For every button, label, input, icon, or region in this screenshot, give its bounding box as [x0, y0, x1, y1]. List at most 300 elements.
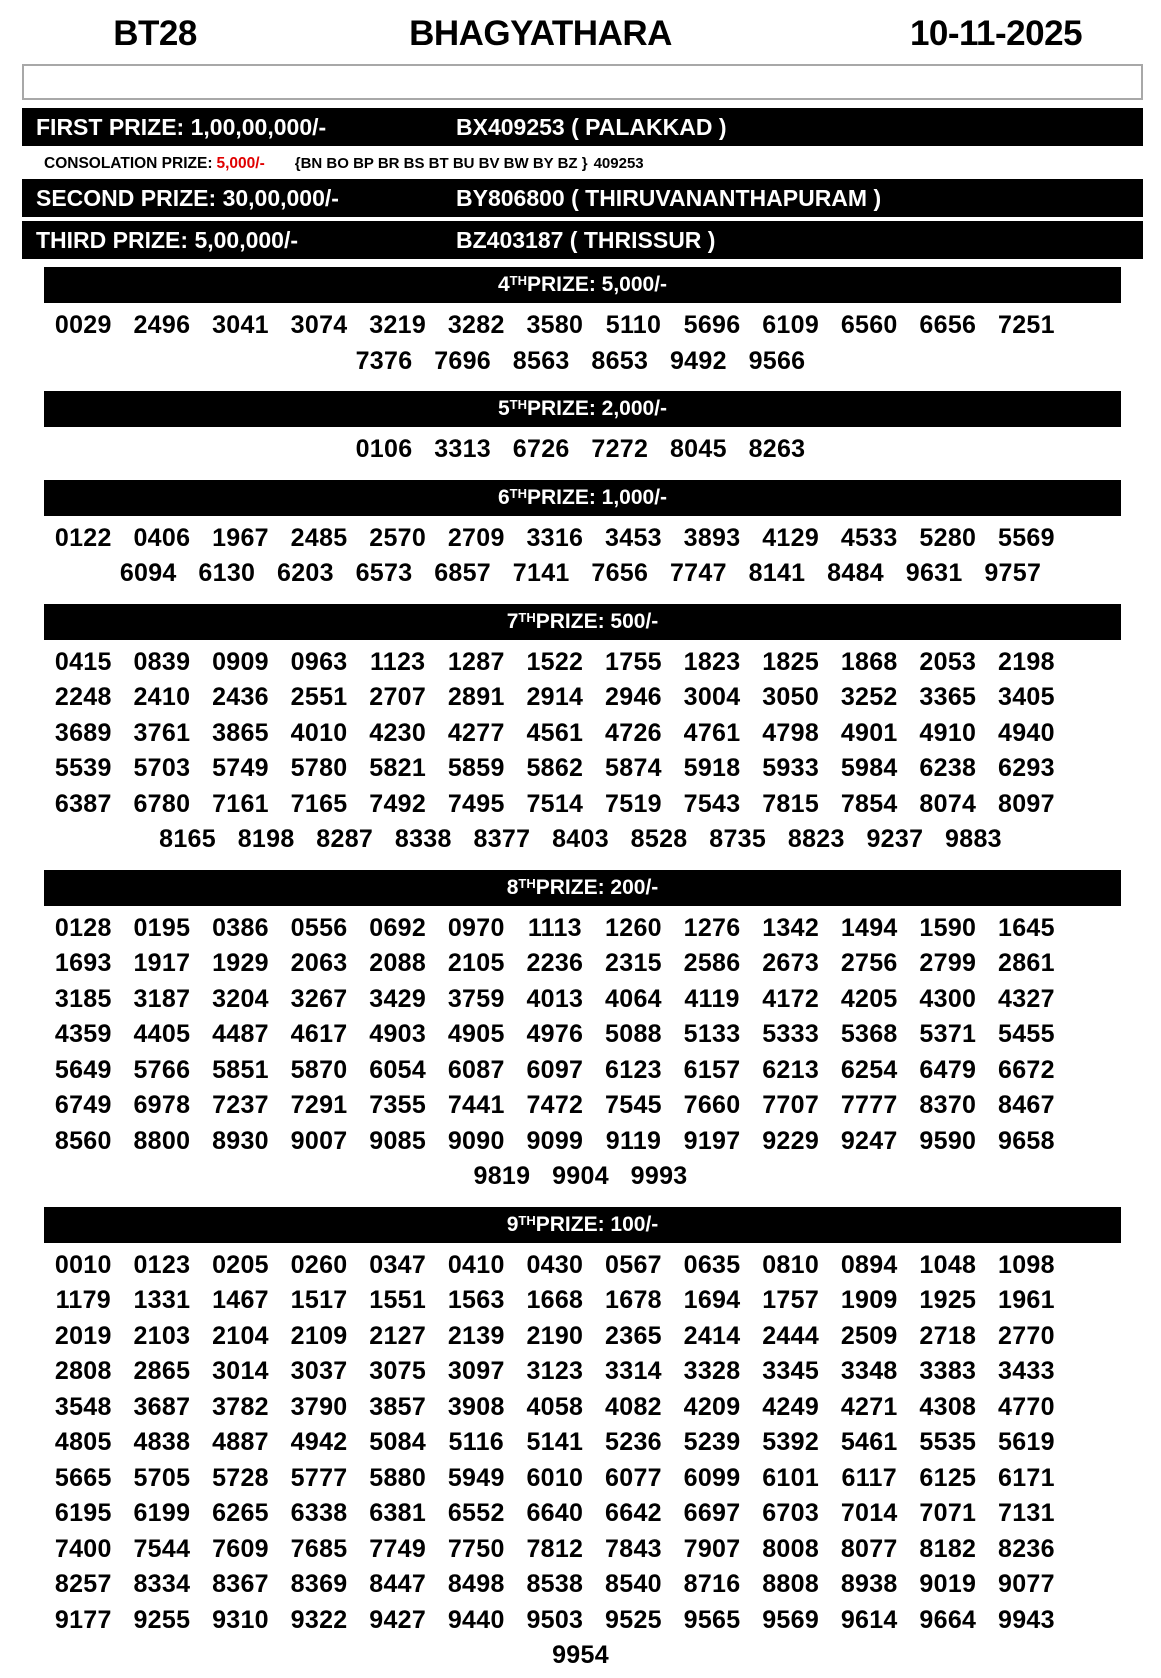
- winning-number: 1961: [998, 1286, 1055, 1314]
- winning-number: 1868: [840, 647, 898, 676]
- winning-number: 8735: [709, 825, 767, 853]
- winning-number: 1342: [762, 913, 820, 942]
- winning-number: 5766: [133, 1055, 191, 1084]
- winning-number: 3123: [526, 1357, 584, 1385]
- winning-number: 7355: [369, 1091, 427, 1119]
- prize-numbers-6: [0, 516, 1161, 596]
- winning-number: 3782: [212, 1392, 269, 1421]
- winning-number: 2496: [133, 311, 191, 339]
- winning-number: 3759: [447, 984, 505, 1013]
- winning-number: 8370: [919, 1091, 977, 1119]
- winning-number: 6726: [512, 435, 570, 463]
- winning-number: 8182: [919, 1534, 977, 1563]
- winning-number: 5133: [683, 1020, 741, 1048]
- winning-number: 3429: [369, 984, 427, 1013]
- winning-number: 5821: [369, 754, 427, 782]
- winning-number: 9904: [552, 1162, 609, 1190]
- winning-number: 6097: [526, 1055, 584, 1084]
- winning-number: 6054: [369, 1055, 427, 1084]
- winning-number: 1522: [526, 647, 584, 676]
- winning-number: 8165: [159, 825, 216, 853]
- number-row: [0, 1124, 1161, 1160]
- winning-number: 9566: [748, 346, 806, 375]
- winning-number: 3014: [212, 1357, 269, 1385]
- winning-number: 4940: [998, 718, 1055, 747]
- winning-number: 2190: [526, 1321, 584, 1350]
- winning-number: 5949: [447, 1463, 505, 1492]
- prize-ordinal: 6: [497, 485, 510, 509]
- winning-number: 6010: [526, 1463, 584, 1492]
- third-prize-label: THIRD PRIZE: 5,00,000/-: [36, 226, 299, 253]
- number-row: [0, 432, 1161, 468]
- prize-band-6: 6 TH PRIZE: 1,000/-: [44, 480, 1121, 516]
- winning-number: 8045: [669, 435, 727, 463]
- winning-number: 8141: [748, 559, 806, 587]
- winning-number: 9819: [473, 1162, 531, 1190]
- third-prize-ticket: BZ403187 ( THRISSUR ): [456, 226, 716, 253]
- winning-number: 5649: [54, 1055, 112, 1084]
- winning-number: 9757: [984, 559, 1042, 587]
- prize-numbers-7: [0, 640, 1161, 862]
- winning-number: 0406: [133, 523, 191, 552]
- number-row: [0, 1532, 1161, 1568]
- winning-number: 0260: [290, 1250, 348, 1279]
- winning-number: 3187: [133, 984, 191, 1013]
- winning-number: 8334: [133, 1570, 191, 1598]
- number-row: [0, 1461, 1161, 1497]
- winning-number: 6265: [212, 1499, 269, 1527]
- winning-number: 8403: [552, 825, 609, 853]
- winning-number: 2414: [683, 1321, 741, 1350]
- winning-number: 3345: [762, 1357, 820, 1385]
- winning-number: 6697: [683, 1499, 741, 1527]
- winning-number: 6672: [998, 1055, 1055, 1084]
- winning-number: 3316: [526, 523, 584, 552]
- winning-number: 4761: [683, 718, 741, 747]
- prize-section-8: [0, 870, 1161, 1199]
- prize-amount: PRIZE: 500/-: [535, 609, 659, 633]
- winning-number: 3314: [605, 1357, 662, 1385]
- winning-number: 8097: [998, 789, 1055, 818]
- winning-number: 2586: [683, 949, 741, 977]
- winning-number: 9565: [683, 1605, 741, 1634]
- winning-number: 5333: [762, 1020, 820, 1048]
- winning-number: 9590: [919, 1126, 977, 1155]
- winning-number: 2946: [605, 683, 662, 711]
- winning-number: 8236: [998, 1534, 1055, 1563]
- search-input[interactable]: [22, 64, 1143, 100]
- winning-number: 7495: [447, 789, 505, 818]
- winning-number: 7472: [526, 1091, 584, 1119]
- winning-number: 2436: [212, 683, 269, 711]
- winning-number: 3548: [54, 1392, 112, 1421]
- winning-number: 9569: [762, 1605, 820, 1634]
- winning-number: 1755: [605, 647, 662, 676]
- winning-number: 8538: [526, 1570, 584, 1598]
- winning-number: 1287: [447, 647, 505, 676]
- winning-number: 2063: [290, 949, 348, 977]
- winning-number: 1551: [369, 1286, 427, 1314]
- lottery-code: BT28: [113, 14, 197, 53]
- winning-number: 4327: [998, 984, 1055, 1013]
- winning-number: 8198: [237, 825, 295, 853]
- lottery-name: BHAGYATHARA: [409, 14, 672, 53]
- winning-number: 1694: [683, 1286, 741, 1314]
- number-row: [0, 982, 1161, 1018]
- winning-number: 1467: [212, 1286, 269, 1314]
- winning-number: 6387: [54, 789, 112, 818]
- number-row: [0, 308, 1161, 344]
- winning-number: 3075: [369, 1357, 427, 1385]
- winning-number: 3580: [526, 311, 584, 339]
- winning-number: 6099: [683, 1463, 741, 1492]
- winning-number: 9090: [447, 1126, 505, 1155]
- winning-number: 8823: [787, 825, 845, 853]
- winning-number: 8008: [762, 1534, 820, 1563]
- winning-number: 4064: [605, 984, 662, 1013]
- winning-number: 4249: [762, 1392, 820, 1421]
- winning-number: 2104: [212, 1321, 269, 1350]
- prize-band-7: 7 TH PRIZE: 500/-: [44, 604, 1121, 640]
- winning-number: 0970: [447, 913, 505, 942]
- winning-number: 6101: [762, 1463, 820, 1492]
- winning-number: 7161: [212, 789, 269, 818]
- winning-number: 2808: [54, 1357, 112, 1385]
- winning-number: 4058: [526, 1392, 584, 1421]
- first-prize-label: FIRST PRIZE: 1,00,00,000/-: [36, 113, 327, 140]
- winning-number: 1909: [840, 1286, 898, 1314]
- number-row: [0, 946, 1161, 982]
- winning-number: 3267: [290, 984, 348, 1013]
- prize-band-4: 4 TH PRIZE: 5,000/-: [44, 267, 1121, 303]
- winning-number: 7777: [840, 1091, 898, 1119]
- winning-number: 2444: [762, 1321, 820, 1350]
- winning-number: 2365: [605, 1321, 662, 1350]
- prize-ordinal: 5: [497, 397, 510, 420]
- prize-amount: PRIZE: 2,000/-: [526, 397, 668, 420]
- winning-number: 2109: [290, 1321, 348, 1350]
- first-prize-row: [22, 108, 1143, 146]
- winning-number: 3050: [762, 683, 820, 711]
- winning-number: 5665: [54, 1463, 112, 1492]
- prize-ordinal: 8: [506, 875, 519, 899]
- winning-number: 1331: [133, 1286, 191, 1314]
- winning-number: 4798: [762, 718, 820, 747]
- prize-numbers-8: [0, 906, 1161, 1199]
- winning-number: 5619: [998, 1428, 1055, 1456]
- winning-number: 8653: [591, 346, 649, 375]
- winning-number: 6479: [919, 1055, 977, 1084]
- winning-number: 6199: [133, 1499, 191, 1527]
- winning-number: 9631: [905, 559, 963, 587]
- prize-sections: [0, 267, 1161, 1678]
- winning-number: 2799: [919, 949, 977, 977]
- winning-number: 8263: [748, 435, 806, 463]
- winning-number: 4271: [840, 1392, 898, 1421]
- winning-number: 8369: [290, 1570, 348, 1598]
- winning-number: 4910: [919, 718, 977, 747]
- winning-number: 1925: [919, 1286, 977, 1314]
- winning-number: 9085: [369, 1126, 427, 1155]
- winning-number: 2861: [998, 949, 1055, 977]
- winning-number: 2053: [919, 647, 977, 676]
- winning-number: 9440: [447, 1605, 505, 1634]
- second-prize-label: SECOND PRIZE: 30,00,000/-: [36, 184, 339, 211]
- prize-numbers-4: [0, 303, 1161, 383]
- winning-number: 1929: [212, 949, 269, 977]
- winning-number: 0123: [133, 1250, 191, 1279]
- winning-number: 7843: [605, 1534, 662, 1563]
- winning-number: 5703: [133, 754, 191, 782]
- winning-number: 1823: [683, 647, 741, 676]
- winning-number: 5371: [919, 1020, 977, 1048]
- winning-number: 3328: [683, 1357, 741, 1385]
- number-row: [0, 1638, 1161, 1674]
- winning-number: 0410: [447, 1250, 505, 1279]
- winning-number: 8716: [683, 1570, 741, 1598]
- winning-number: 6238: [919, 754, 977, 782]
- winning-number: 1757: [762, 1286, 820, 1314]
- winning-number: 2485: [290, 523, 348, 552]
- winning-number: 6552: [447, 1499, 505, 1527]
- winning-number: 6749: [54, 1091, 112, 1119]
- winning-number: 4617: [290, 1020, 348, 1048]
- winning-number: 7272: [591, 435, 649, 463]
- winning-number: 2709: [447, 523, 505, 552]
- winning-number: 3790: [290, 1392, 348, 1421]
- winning-number: 7685: [290, 1534, 348, 1563]
- winning-number: 7854: [840, 789, 898, 818]
- prize-section-7: [0, 604, 1161, 862]
- winning-number: 0010: [54, 1250, 112, 1279]
- winning-number: 5116: [448, 1428, 504, 1456]
- winning-number: 7376: [355, 346, 413, 375]
- winning-number: 8938: [840, 1570, 898, 1598]
- winning-number: 4533: [840, 523, 898, 552]
- winning-number: 0567: [605, 1250, 662, 1279]
- winning-number: 2673: [762, 949, 820, 977]
- winning-number: 9229: [762, 1126, 820, 1155]
- number-row: [0, 1354, 1161, 1390]
- winning-number: 3857: [369, 1392, 427, 1421]
- winning-number: 2127: [369, 1321, 427, 1350]
- winning-number: 8367: [212, 1570, 269, 1598]
- winning-number: 0556: [290, 913, 348, 942]
- winning-number: 2718: [919, 1321, 977, 1350]
- winning-number: 4172: [762, 984, 820, 1013]
- winning-number: 5535: [919, 1428, 977, 1456]
- winning-number: 1668: [526, 1286, 584, 1314]
- winning-number: 2105: [447, 949, 505, 977]
- winning-number: 3074: [290, 311, 348, 339]
- number-row: [0, 1248, 1161, 1284]
- winning-number: 4129: [762, 523, 820, 552]
- winning-number: 5696: [683, 311, 741, 339]
- winning-number: 4082: [605, 1392, 662, 1421]
- winning-number: 3313: [434, 435, 492, 463]
- number-row: [0, 521, 1161, 557]
- winning-number: 0894: [840, 1250, 898, 1279]
- winning-number: 5705: [133, 1463, 191, 1492]
- winning-number: 3908: [447, 1392, 505, 1421]
- winning-number: 1123: [369, 647, 426, 676]
- winning-number: 9614: [840, 1605, 898, 1634]
- winning-number: 5084: [369, 1428, 427, 1456]
- winning-number: 0122: [54, 523, 112, 552]
- winning-number: 2410: [133, 683, 191, 711]
- winning-number: 1563: [447, 1286, 505, 1314]
- second-prize-row: [22, 179, 1143, 217]
- winning-number: 5880: [369, 1463, 427, 1492]
- number-row: [0, 1567, 1161, 1603]
- winning-number: 8287: [316, 825, 374, 853]
- winning-number: 0692: [369, 913, 427, 942]
- winning-number: 6094: [119, 559, 177, 587]
- winning-number: 7545: [605, 1091, 662, 1119]
- winning-number: 4359: [54, 1020, 112, 1048]
- winning-number: 3219: [369, 311, 427, 339]
- winning-number: 7815: [762, 789, 820, 818]
- winning-number: 2865: [133, 1357, 191, 1385]
- number-row: [0, 1319, 1161, 1355]
- winning-number: 5455: [998, 1020, 1055, 1048]
- winning-number: 4405: [133, 1020, 191, 1048]
- prize-band-9: 9 TH PRIZE: 100/-: [44, 1207, 1121, 1243]
- winning-number: 7492: [369, 789, 427, 818]
- winning-number: 4487: [212, 1020, 269, 1048]
- winning-number: 1113: [527, 913, 582, 942]
- winning-number: 8077: [840, 1534, 898, 1563]
- winning-number: 9237: [866, 825, 924, 853]
- winning-number: 6125: [919, 1463, 977, 1492]
- number-row: [0, 751, 1161, 787]
- winning-number: 1678: [605, 1286, 662, 1314]
- winning-number: 5870: [290, 1055, 348, 1084]
- winning-number: 8257: [54, 1570, 112, 1598]
- winning-number: 7747: [669, 559, 727, 587]
- winning-number: 6203: [277, 559, 334, 587]
- winning-number: 2891: [447, 683, 505, 711]
- winning-number: 2707: [369, 683, 427, 711]
- winning-number: 9197: [683, 1126, 741, 1155]
- winning-number: 6573: [355, 559, 413, 587]
- second-prize-ticket: BY806800 ( THIRUVANANTHAPURAM ): [456, 184, 882, 211]
- winning-number: 1517: [290, 1286, 348, 1314]
- winning-number: 1590: [919, 913, 977, 942]
- winning-number: 5539: [54, 754, 112, 782]
- number-row: [0, 911, 1161, 947]
- number-row: [0, 1425, 1161, 1461]
- winning-number: 5749: [212, 754, 269, 782]
- winning-number: 3687: [133, 1392, 191, 1421]
- winning-number: 7907: [683, 1534, 741, 1563]
- winning-number: 9077: [998, 1570, 1055, 1598]
- winning-number: 6780: [133, 789, 191, 818]
- winning-number: 6381: [369, 1499, 427, 1527]
- draw-date: 10-11-2025: [909, 14, 1083, 53]
- prize-numbers-5: [0, 427, 1161, 472]
- number-row: [0, 1053, 1161, 1089]
- consolation-prize-row: [0, 155, 1161, 173]
- third-prize-row: [22, 221, 1143, 259]
- winning-number: 5780: [290, 754, 348, 782]
- prize-amount: PRIZE: 200/-: [535, 875, 659, 899]
- winning-number: 9943: [998, 1605, 1055, 1634]
- winning-number: 4901: [840, 718, 898, 747]
- winning-number: 0205: [212, 1250, 269, 1279]
- winning-number: 2315: [605, 949, 662, 977]
- winning-number: 7071: [919, 1499, 977, 1527]
- winning-number: 5862: [526, 754, 584, 782]
- number-row: [0, 1017, 1161, 1053]
- winning-number: 0635: [683, 1250, 741, 1279]
- winning-number: 8560: [54, 1126, 112, 1155]
- winning-number: 4887: [212, 1428, 269, 1456]
- winning-number: 0128: [54, 913, 112, 942]
- winning-number: 5236: [605, 1428, 662, 1456]
- winning-number: 1048: [919, 1250, 977, 1279]
- winning-number: 4770: [998, 1392, 1055, 1421]
- winning-number: 7514: [526, 789, 584, 818]
- winning-number: 7707: [762, 1091, 820, 1119]
- winning-number: 3761: [133, 718, 191, 747]
- winning-number: 9247: [840, 1126, 898, 1155]
- winning-number: 1179: [55, 1286, 112, 1314]
- winning-number: 1260: [605, 913, 662, 942]
- winning-number: 7656: [591, 559, 649, 587]
- winning-number: 9177: [54, 1605, 112, 1634]
- prize-numbers-9: [0, 1243, 1161, 1678]
- prize-amount: PRIZE: 100/-: [535, 1212, 659, 1236]
- number-row: [0, 1390, 1161, 1426]
- winning-number: 8800: [133, 1126, 191, 1155]
- winning-number: 7165: [290, 789, 348, 818]
- winning-number: 3453: [605, 523, 662, 552]
- winning-number: 6130: [198, 559, 256, 587]
- winning-number: 4726: [605, 718, 662, 747]
- winning-number: 7400: [54, 1534, 112, 1563]
- winning-number: 8447: [369, 1570, 427, 1598]
- winning-number: 0963: [290, 647, 348, 676]
- winning-number: 7014: [840, 1499, 898, 1527]
- winning-number: 9993: [630, 1162, 688, 1190]
- winning-number: 4976: [526, 1020, 584, 1048]
- prize-ordinal: 7: [506, 609, 519, 633]
- winning-number: 6087: [447, 1055, 505, 1084]
- winning-number: 7544: [133, 1534, 191, 1563]
- winning-number: 2509: [840, 1321, 898, 1350]
- prize-section-9: [0, 1207, 1161, 1678]
- winning-number: 0415: [54, 647, 112, 676]
- winning-number: 5728: [212, 1463, 269, 1492]
- winning-number: 5851: [212, 1055, 269, 1084]
- winning-number: 0106: [355, 435, 413, 463]
- winning-number: 1494: [840, 913, 898, 942]
- winning-number: 2570: [369, 523, 427, 552]
- winning-number: 6213: [762, 1055, 820, 1084]
- prize-amount: PRIZE: 5,000/-: [526, 273, 668, 296]
- winning-number: 5088: [605, 1020, 662, 1048]
- winning-number: 1098: [998, 1250, 1055, 1279]
- prize-ordinal: 9: [506, 1212, 519, 1236]
- winning-number: 6195: [54, 1499, 112, 1527]
- number-row: [0, 344, 1161, 380]
- winning-number: 5368: [840, 1020, 898, 1048]
- consolation-amount: 5,000/-: [216, 155, 265, 172]
- winning-number: 5933: [762, 754, 820, 782]
- winning-number: 7609: [212, 1534, 269, 1563]
- winning-number: 7291: [290, 1091, 348, 1119]
